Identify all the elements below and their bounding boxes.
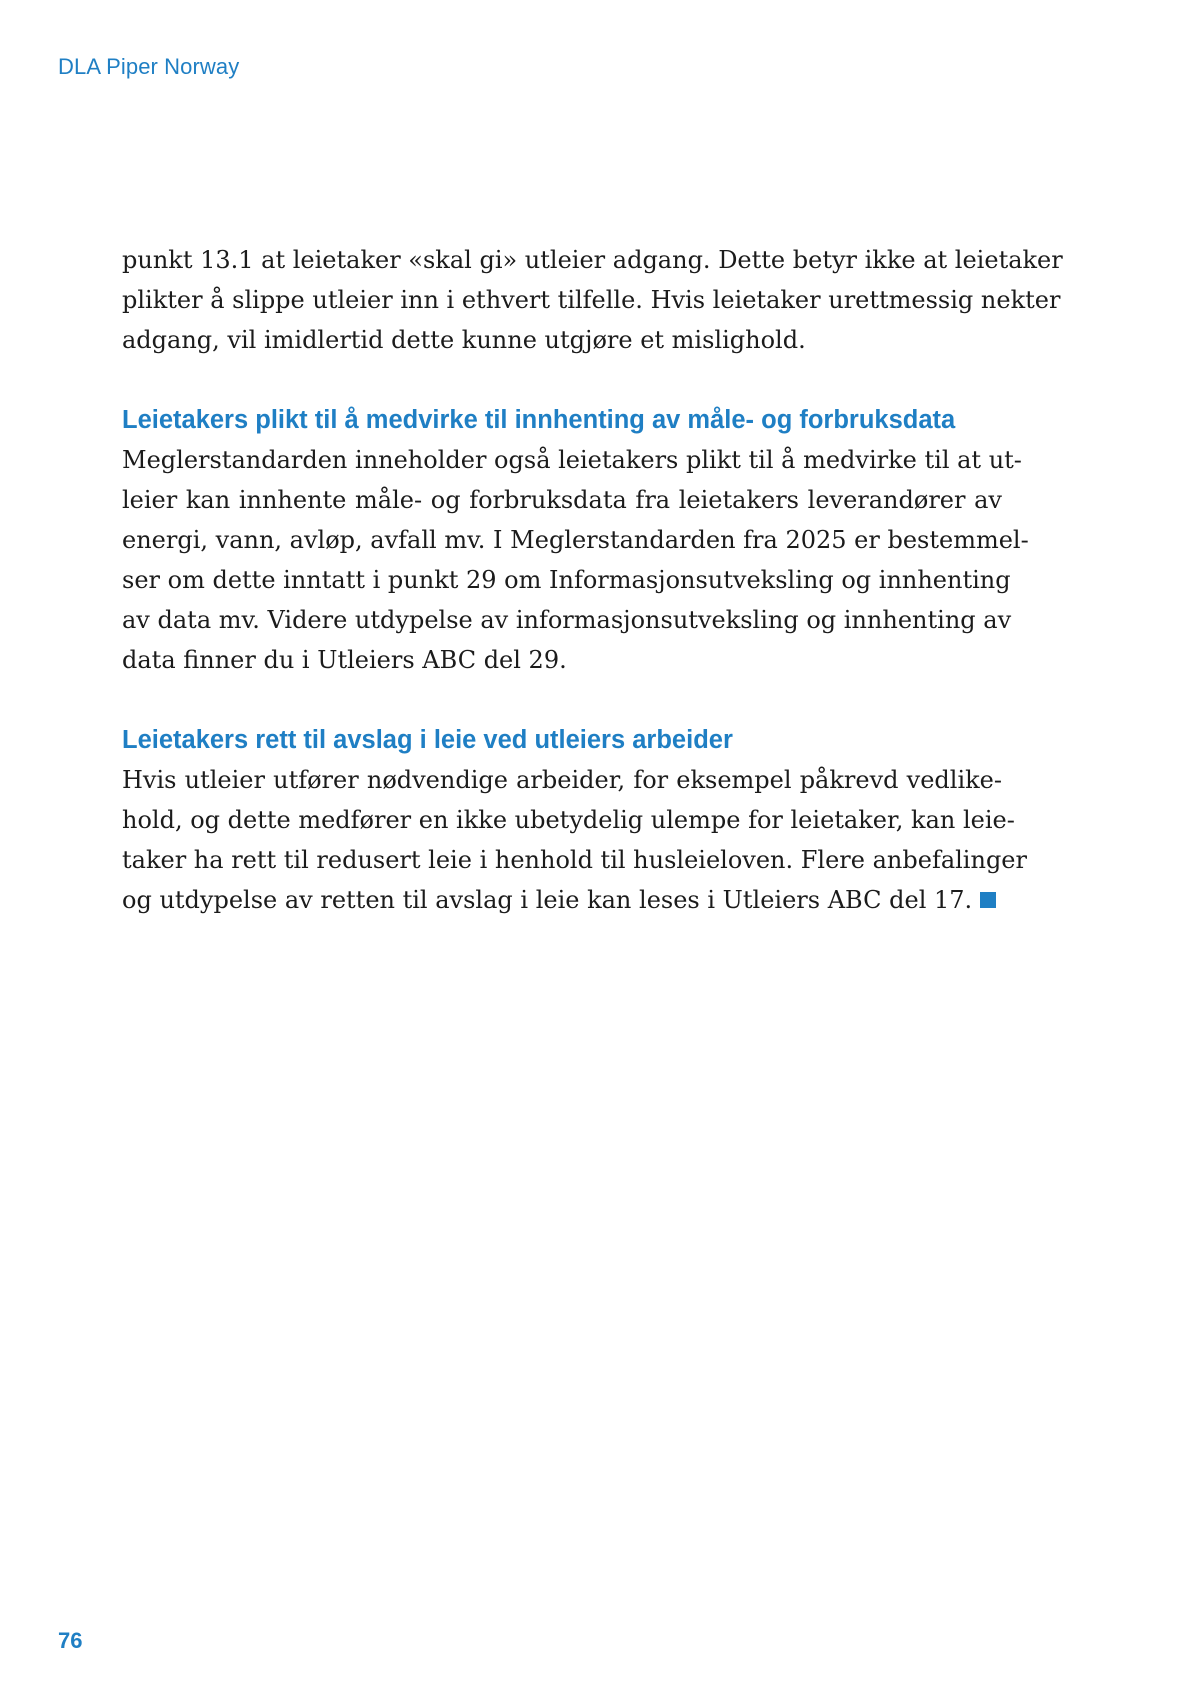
paragraph-line-text: og utdypelse av retten til avslag i leie kan leses i Utleiers ABC del 17. [122, 886, 973, 914]
paragraph-gap [122, 680, 1002, 720]
section-paragraph-measurement-data [122, 440, 1029, 680]
section-heading-measurement-data: Leietakers plikt til å medvirke til innhenting av måle- og forbruksdata [122, 406, 956, 434]
section-heading-rent-reduction: Leietakers rett til avslag i leie ved utleiers arbeider [122, 726, 733, 754]
paragraph-line: punkt 13.1 at leietaker «skal gi» utleier adgang. Dette betyr ikke at leietaker [122, 246, 1063, 274]
paragraph-line: av data mv. Videre utdypelse av informasjonsutveksling og innhenting av [122, 606, 1012, 634]
paragraph-gap [122, 360, 1002, 400]
paragraph-line: Hvis utleier utfører nødvendige arbeider, for eksempel påkrevd vedlike- [122, 766, 1002, 794]
paragraph-line: Meglerstandarden inneholder også leietakers plikt til å medvirke til at ut- [122, 446, 1022, 474]
paragraph-line: ser om dette inntatt i punkt 29 om Informasjonsutveksling og innhenting [122, 566, 1011, 594]
paragraph-line: taker ha rett til redusert leie i henhold til husleieloven. Flere anbefalinger [122, 846, 1027, 874]
paragraph-line: leier kan innhente måle- og forbruksdata fra leietakers leverandører av [122, 486, 1002, 514]
intro-paragraph [122, 240, 1063, 360]
paragraph-line-last [122, 880, 1002, 920]
section-paragraph-rent-reduction [122, 760, 1027, 920]
article-body [122, 240, 1063, 920]
paragraph-line: plikter å slippe utleier inn i ethvert tilfelle. Hvis leietaker urettmessig nekter [122, 286, 1061, 314]
paragraph-line: adgang, vil imidlertid dette kunne utgjøre et mislighold. [122, 326, 806, 354]
end-of-article-square-icon [980, 892, 996, 908]
paragraph-line: hold, og dette medfører en ikke ubetydelig ulempe for leietaker, kan leie- [122, 806, 1015, 834]
running-header: DLA Piper Norway [58, 54, 240, 79]
paragraph-line: energi, vann, avløp, avfall mv. I Meglerstandarden fra 2025 er bestemmel- [122, 526, 1029, 554]
page-number: 76 [58, 1628, 83, 1653]
paragraph-line: data finner du i Utleiers ABC del 29. [122, 646, 567, 674]
